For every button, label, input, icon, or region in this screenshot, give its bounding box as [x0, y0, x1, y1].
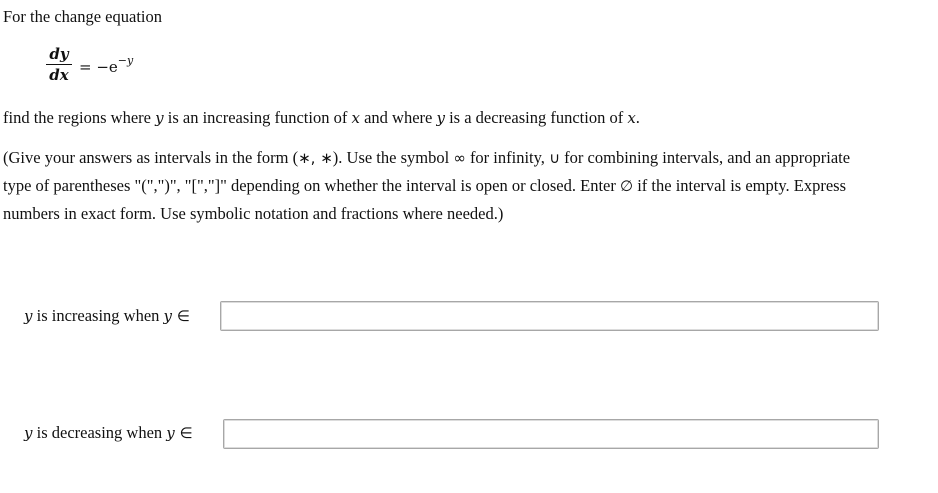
- increasing-label: [24, 305, 190, 327]
- label-text: is increasing when: [32, 306, 164, 325]
- label-text: is decreasing when: [32, 423, 167, 442]
- element-of-icon: ∈: [174, 424, 193, 442]
- variable-y: y: [24, 424, 33, 442]
- union-icon: ∪: [549, 149, 561, 167]
- instructions-text: for combining intervals, and an appropriate: [560, 148, 851, 167]
- instructions-line-2: [3, 172, 935, 200]
- variable-x: x: [351, 109, 360, 127]
- derivative-fraction: [46, 46, 72, 84]
- decreasing-label: [24, 422, 193, 444]
- instructions-line-3: numbers in exact form. Use symbolic notation and fractions where needed.): [3, 204, 504, 223]
- intro-text: For the change equation: [3, 7, 162, 26]
- instructions-text: if the interval is empty. Express: [633, 176, 846, 195]
- instructions-text: for infinity,: [465, 148, 550, 167]
- element-of-icon: ∈: [172, 307, 190, 325]
- placeholder-symbol: ∗, ∗: [298, 149, 333, 167]
- equation-rhs: [79, 54, 134, 76]
- fraction-denominator: dx: [49, 66, 69, 84]
- variable-y: y: [155, 109, 164, 127]
- decreasing-answer-input[interactable]: [223, 419, 879, 449]
- fraction-bar: [46, 64, 72, 65]
- fraction-numerator: dy: [49, 45, 69, 63]
- instructions-text: type of parentheses "(",")", "[","]" depending on whether the interval is open or closed. Enter: [3, 176, 620, 195]
- variable-x: x: [627, 109, 636, 127]
- rhs-exponent: −y: [117, 54, 134, 67]
- instructions-line-1: [3, 144, 935, 172]
- infinity-icon: ∞: [453, 149, 466, 167]
- variable-y: y: [436, 109, 445, 127]
- instructions-text: (Give your answers as intervals in the form (: [3, 148, 299, 167]
- question-part: and where: [359, 108, 437, 127]
- variable-y: y: [163, 307, 173, 325]
- variable-y: y: [166, 424, 175, 442]
- question-part: is an increasing function of: [163, 108, 352, 127]
- instructions-text: ). Use the symbol: [332, 148, 454, 167]
- question-part: find the regions where: [3, 108, 156, 127]
- question-part: .: [635, 108, 640, 127]
- question-part: is a decreasing function of: [444, 108, 628, 127]
- rhs-base: = −e: [79, 58, 118, 76]
- question-text: [3, 107, 640, 129]
- increasing-answer-input[interactable]: [220, 301, 879, 331]
- empty-set-icon: ∅: [620, 177, 634, 195]
- variable-y: y: [24, 307, 33, 325]
- instructions-paragraph: [3, 144, 935, 227]
